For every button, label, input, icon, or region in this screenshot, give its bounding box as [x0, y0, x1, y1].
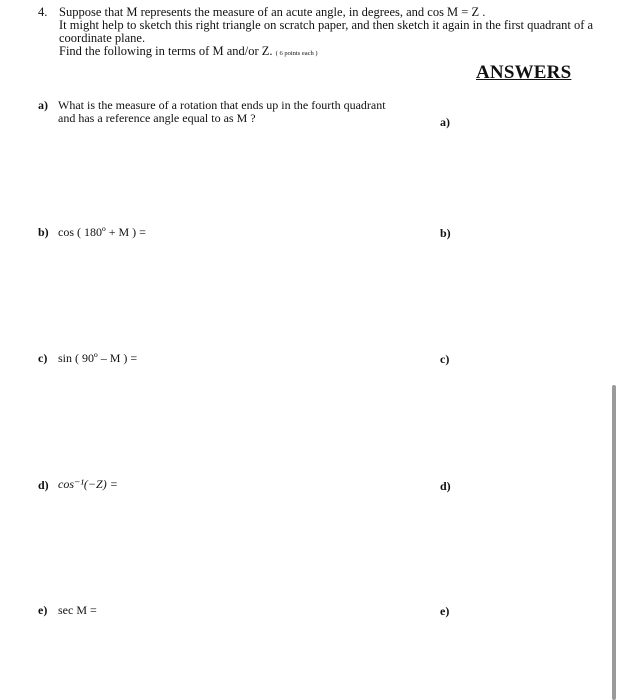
question-line-1: Suppose that M represents the measure of an acute angle, in degrees, and cos M = Z .: [59, 5, 486, 19]
part-e-text: sec M =: [58, 603, 97, 617]
question-line-3: coordinate plane.: [59, 31, 146, 45]
part-a-text-line-2: and has a reference angle equal to as M ?: [58, 111, 256, 125]
part-e-label: e): [38, 603, 48, 617]
part-c-text: sin ( 90º – M ) =: [58, 351, 138, 365]
part-a-label: a): [38, 98, 48, 112]
question-line-4: [59, 45, 318, 60]
answers-heading: ANSWERS: [476, 62, 572, 83]
question-number: 4.: [38, 5, 48, 19]
answer-b-label: b): [440, 226, 451, 240]
part-c-label: c): [38, 351, 48, 365]
points-note: ( 6 points each ): [275, 50, 318, 57]
part-a-text-line-1: What is the measure of a rotation that ends up in the fourth quadrant: [58, 98, 386, 112]
part-b-text: cos ( 180º + M ) =: [58, 225, 146, 239]
answer-a-label: a): [440, 115, 450, 129]
part-d-text: cos⁻¹(−Z) =: [58, 477, 118, 491]
answer-e-label: e): [440, 604, 450, 618]
part-b-label: b): [38, 225, 49, 239]
part-d-label: d): [38, 478, 49, 492]
question-instruction: Find the following in terms of M and/or Z.: [59, 44, 273, 58]
answer-c-label: c): [440, 352, 450, 366]
answer-d-label: d): [440, 479, 451, 493]
question-line-2: It might help to sketch this right triangle on scratch paper, and then sketch it again in the first quadrant of a: [59, 18, 594, 32]
vertical-scrollbar[interactable]: [612, 385, 616, 700]
